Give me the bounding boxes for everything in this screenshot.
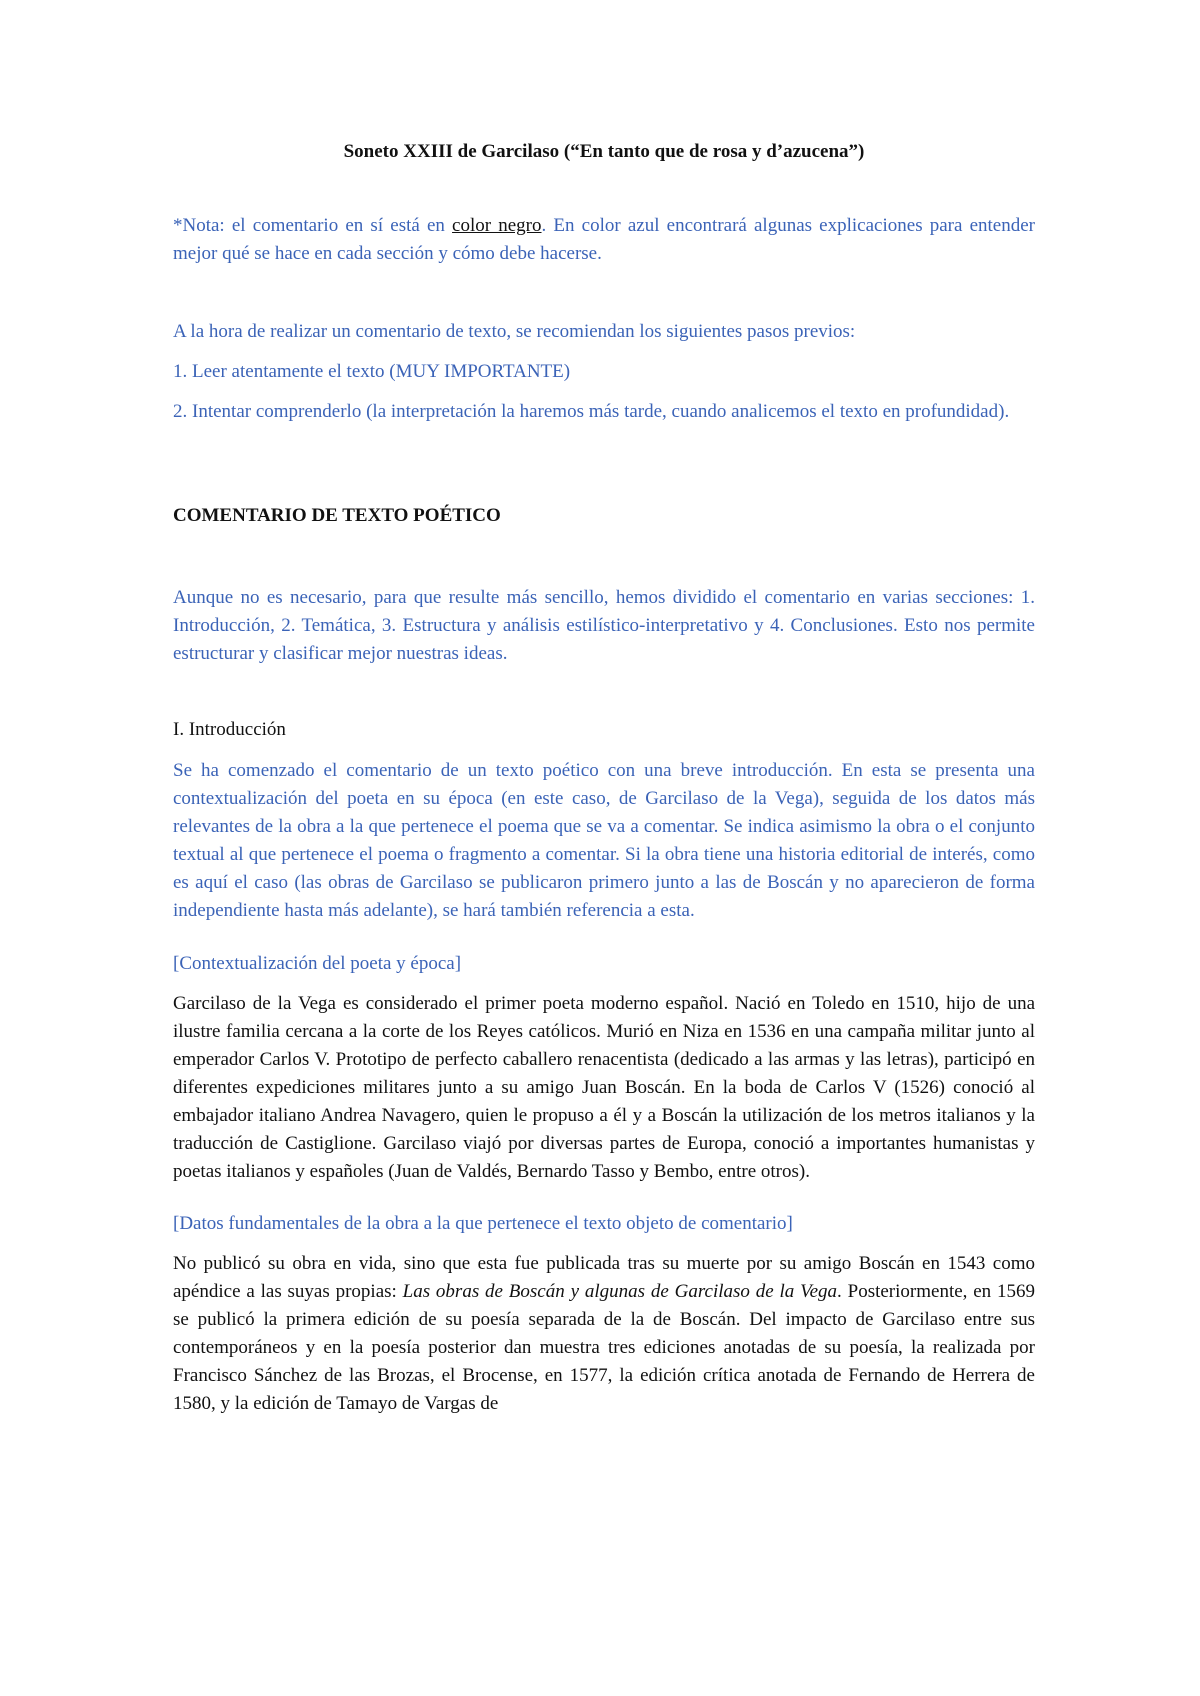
data-text-part2: . Posteriormente, en 1569 se publicó la primera edición de su poesía separada de la de Boscán. Del impacto de Garcilaso entre sus contemporáneos y en la poesía posterior dan muestra tres ediciones anotadas de su poesía, la realizada por Francisco Sánchez de las Brozas, el Brocense, en 1577, la edición crítica anotada de Fernando de Herrera de 1580, y la edición de Tamayo de Vargas de <box>173 1281 1035 1414</box>
context-paragraph: Garcilaso de la Vega es considerado el primer poeta moderno español. Nació en Toledo en 1510, hijo de una ilustre familia cercana a la corte de los Reyes católicos. Murió en Niza en 1536 en una campaña militar junto al emperador Carlos V. Prototipo de perfecto caballero renacentista (dedicado a las armas y las letras), participó en diferentes expediciones militares junto a su amigo Juan Boscán. En la boda de Carlos V (1526) conoció al embajador italiano Andrea Navagero, quien le propuso a él y a Boscán la utilización de los metros italianos y la traducción de Castiglione. Garcilaso viajó por diversas partes de Europa, conoció a importantes humanistas y poetas italianos y españoles (Juan de Valdés, Bernardo Tasso y Bembo, entre otros). <box>173 993 1035 1182</box>
intro-explanation: Se ha comenzado el comentario de un texto poético con una breve introducción. En esta se presenta una contextualización del poeta en su época (en este caso, de Garcilaso de la Vega), seguida de los datos más relevantes de la obra a la que pertenece el poema que se va a comentar. Se indica asimismo la obra o el conjunto textual al que pertenece el poema o fragmento a comentar. Si la obra tiene una historia editorial de interés, como es aquí el caso (las obras de Garcilaso se publicaron primero junto a las de Boscán y no aparecieron de forma independiente hasta más adelante), se hará también referencia a esta. <box>173 760 1035 921</box>
book-title: Las obras de Boscán y algunas de Garcilaso de la Vega <box>402 1281 838 1302</box>
note-prefix: *Nota: el comentario en sí está en <box>173 215 453 236</box>
color-note <box>173 212 1035 268</box>
note-suffix: . En color azul encontrará algunas explicaciones para entender mejor qué se hace en cada sección y cómo debe hacerse. <box>173 215 1035 264</box>
data-label: [Datos fundamentales de la obra a la que pertenece el texto objeto de comentario] <box>173 1213 793 1234</box>
step-1: 1. Leer atentamente el texto (MUY IMPORTANTE) <box>173 361 571 382</box>
sections-note: Aunque no es necesario, para que resulte más sencillo, hemos dividido el comentario en varias secciones: 1. Introducción, 2. Temática, 3. Estructura y análisis estilístico-interpretativo y 4. Conclusiones. Esto nos permite estructurar y clasificar mejor nuestras ideas. <box>173 587 1035 664</box>
context-label: [Contextualización del poeta y época] <box>173 953 462 974</box>
step-2: 2. Intentar comprenderlo (la interpretación la haremos más tarde, cuando analicemos el texto en profundidad). <box>173 401 1010 422</box>
note-underlined: color negro <box>452 215 542 236</box>
document-title: Soneto XXIII de Garcilaso (“En tanto que de rosa y d’azucena”) <box>343 141 865 162</box>
data-text-part1: No publicó su obra en vida, sino que esta fue publicada tras su muerte por su amigo Boscán en 1543 como apéndice a las suyas propias: <box>173 1253 1035 1302</box>
section-1-heading: I. Introducción <box>173 719 286 740</box>
data-paragraph <box>173 1250 1035 1418</box>
main-heading: COMENTARIO DE TEXTO POÉTICO <box>173 505 501 526</box>
steps-intro: A la hora de realizar un comentario de texto, se recomiendan los siguientes pasos previos: <box>173 321 856 342</box>
